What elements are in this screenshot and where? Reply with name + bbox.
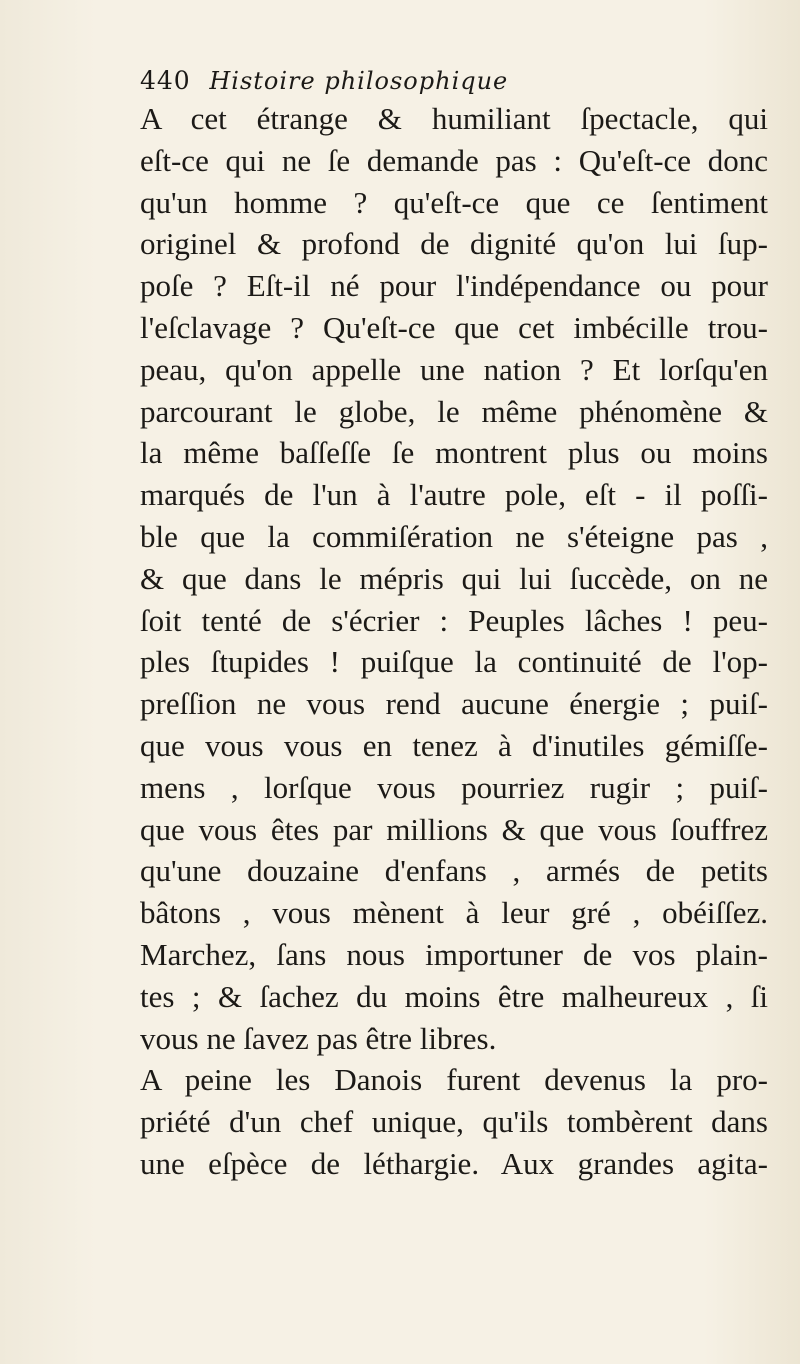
text-line: mens , lorſque vous pourriez rugir ; puiſ- — [140, 769, 768, 805]
text-line: que vous êtes par millions & que vous ſouffrez — [140, 811, 768, 847]
text-line: une eſpèce de léthargie. Aux grandes agita- — [140, 1145, 768, 1181]
text-line: vous ne ſavez pas être libres. — [140, 1020, 497, 1056]
text-line: originel & profond de dignité qu'on lui ſup- — [140, 226, 768, 262]
page-number: 440 — [140, 66, 191, 95]
text-line: tes ; & ſachez du moins être malheureux , ſi — [140, 978, 768, 1014]
text-line: l'eſclavage ? Qu'eſt-ce que cet imbécille trou- — [140, 309, 768, 345]
text-line: que vous vous en tenez à d'inutiles gémiſſe- — [140, 727, 768, 763]
text-line: bâtons , vous mènent à leur gré , obéiſſez. — [140, 895, 768, 931]
text-line: qu'une douzaine d'enfans , armés de petits — [140, 853, 768, 889]
text-line: parcourant le globe, le même phénomène & — [140, 393, 768, 429]
text-line: qu'un homme ? qu'eſt-ce que ce ſentiment — [140, 184, 768, 220]
text-line: A peine les Danois furent devenus la pro- — [140, 1062, 768, 1098]
text-line: eſt-ce qui ne ſe demande pas : Qu'eſt-ce donc — [140, 142, 768, 178]
text-line: preſſion ne vous rend aucune énergie ; puiſ- — [140, 686, 768, 722]
text-line: la même baſſeſſe ſe montrent plus ou moins — [140, 435, 768, 471]
running-title: Histoire philosophique — [209, 67, 509, 95]
body-text — [140, 98, 768, 1185]
text-line: poſe ? Eſt-il né pour l'indépendance ou pour — [140, 268, 768, 304]
text-line: ſoit tenté de s'écrier : Peuples lâches ! peu- — [140, 602, 768, 638]
text-line: priété d'un chef unique, qu'ils tombèrent dans — [140, 1104, 768, 1140]
text-line: A cet étrange & humiliant ſpectacle, qui — [140, 101, 768, 136]
text-line: ble que la commiſération ne s'éteigne pas , — [140, 518, 768, 554]
text-line: marqués de l'un à l'autre pole, eſt - il poſſi- — [140, 477, 768, 513]
text-line: peau, qu'on appelle une nation ? Et lorſqu'en — [140, 351, 768, 387]
text-line: ples ſtupides ! puiſque la continuité de l'op- — [140, 644, 768, 680]
text-line: & que dans le mépris qui lui ſuccède, on ne — [140, 560, 768, 596]
running-header — [140, 66, 760, 95]
text-line: Marchez, ſans nous importuner de vos plain- — [140, 936, 768, 972]
